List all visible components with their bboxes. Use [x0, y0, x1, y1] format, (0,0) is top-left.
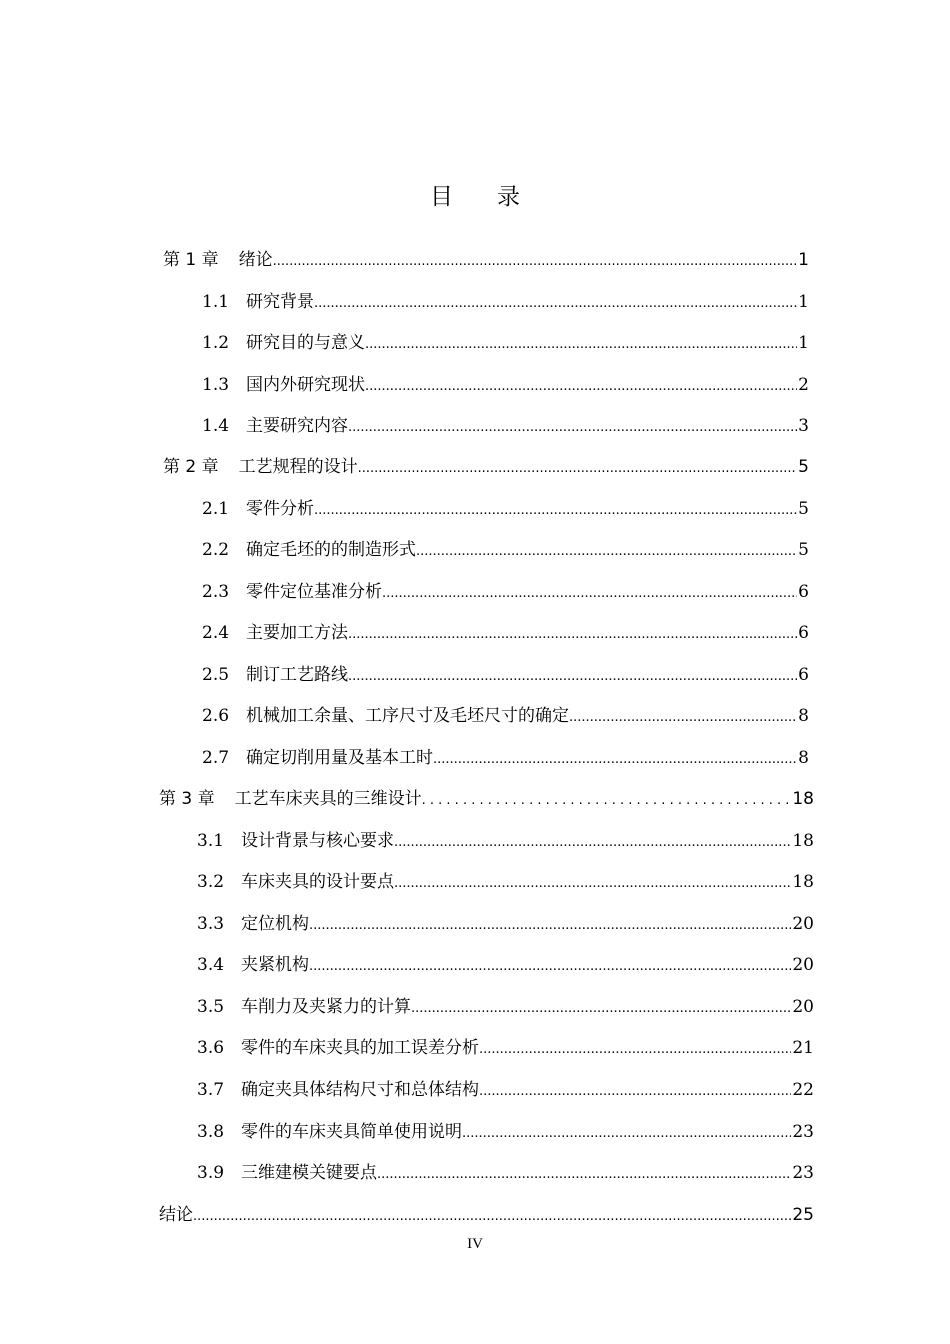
toc-label: 零件定位基准分析 — [246, 582, 382, 602]
toc-entry-chapter-2[interactable] — [163, 455, 809, 479]
toc-number: 第 3 章 — [159, 789, 215, 809]
dot-leader — [569, 706, 797, 730]
toc-label: 车削力及夹紧力的计算 — [241, 997, 411, 1017]
toc-page: 20 — [792, 997, 814, 1017]
toc-page: 5 — [798, 499, 809, 519]
toc-label: 结论 — [159, 1205, 193, 1225]
page-title — [0, 178, 950, 211]
toc-page: 5 — [798, 540, 809, 560]
toc-label: 机械加工余量、工序尺寸及毛坯尺寸的确定 — [246, 706, 569, 726]
toc-label: 绪论 — [238, 250, 273, 270]
toc-entry-1-4[interactable] — [202, 414, 809, 438]
toc-number: 3.1 — [197, 831, 225, 851]
toc-entry-2-6[interactable] — [202, 704, 809, 728]
toc-page: 1 — [798, 333, 809, 353]
toc-page: 20 — [792, 914, 814, 934]
toc-entry-3-5[interactable] — [197, 995, 814, 1019]
toc-entry-3-2[interactable] — [197, 870, 814, 894]
toc-entry-3-8[interactable] — [197, 1120, 814, 1144]
toc-entry-chapter-3[interactable] — [159, 787, 814, 811]
toc-label: 工艺车床夹具的三维设计 — [234, 789, 422, 809]
toc-label: 零件分析 — [246, 499, 314, 519]
toc-entry-2-5[interactable] — [202, 663, 809, 687]
toc-page: 23 — [792, 1163, 814, 1183]
toc-label: 研究背景 — [246, 292, 314, 312]
toc-number: 3.8 — [197, 1122, 225, 1142]
title-char-1: 目 — [430, 184, 453, 210]
toc-label: 零件的车床夹具简单使用说明 — [241, 1122, 462, 1142]
toc-entry-3-9[interactable] — [197, 1161, 814, 1185]
toc-page: 5 — [798, 457, 809, 477]
toc-page: 6 — [798, 665, 809, 685]
toc-number: 3.5 — [197, 997, 225, 1017]
toc-number: 1.4 — [202, 416, 230, 436]
toc-label: 三维建模关键要点 — [241, 1163, 377, 1183]
toc-entry-conclusion[interactable] — [159, 1203, 814, 1227]
toc-number: 第 2 章 — [163, 457, 219, 477]
toc-label: 主要研究内容 — [246, 416, 348, 436]
toc-number: 1.1 — [202, 292, 230, 312]
dot-leader — [416, 540, 797, 564]
toc-entry-2-4[interactable] — [202, 621, 809, 645]
toc-number: 3.2 — [197, 872, 225, 892]
toc-page: 21 — [792, 1038, 814, 1058]
title-char-2: 录 — [497, 184, 520, 210]
toc-page: 23 — [792, 1122, 814, 1142]
toc-entry-1-3[interactable] — [202, 373, 809, 397]
toc-entry-3-3[interactable] — [197, 912, 814, 936]
dot-leader — [433, 748, 797, 772]
toc-number: 2.4 — [202, 623, 230, 643]
toc-label: 确定毛坯的的制造形式 — [246, 540, 416, 560]
toc-number: 2.1 — [202, 499, 230, 519]
toc-label: 车床夹具的设计要点 — [241, 872, 394, 892]
toc-entry-2-2[interactable] — [202, 538, 809, 562]
toc-number: 2.6 — [202, 706, 230, 726]
toc-entry-1-1[interactable] — [202, 290, 809, 314]
dot-leader — [365, 375, 797, 399]
toc-number: 3.7 — [197, 1080, 225, 1100]
toc-label: 主要加工方法 — [246, 623, 348, 643]
dot-leader — [411, 997, 791, 1021]
toc-entry-3-4[interactable] — [197, 953, 814, 977]
toc-number: 1.2 — [202, 333, 230, 353]
toc-number: 1.3 — [202, 375, 230, 395]
toc-label: 工艺规程的设计 — [238, 457, 358, 477]
dot-leader — [358, 457, 798, 481]
dot-leader — [365, 333, 797, 357]
dot-leader — [309, 914, 791, 938]
toc-label: 确定切削用量及基本工时 — [246, 748, 433, 768]
toc-number: 3.3 — [197, 914, 225, 934]
dot-leader — [348, 416, 797, 440]
toc-label: 夹紧机构 — [241, 955, 309, 975]
toc-entry-1-2[interactable] — [202, 331, 809, 355]
toc-number: 2.5 — [202, 665, 230, 685]
page-number: IV — [467, 1236, 483, 1252]
dot-leader — [314, 499, 797, 523]
dot-leader — [273, 250, 798, 274]
toc-page: 1 — [798, 250, 809, 270]
toc-entry-3-7[interactable] — [197, 1078, 814, 1102]
toc-page: 6 — [798, 582, 809, 602]
toc-number: 2.3 — [202, 582, 230, 602]
toc-label: 设计背景与核心要求 — [241, 831, 394, 851]
toc-entry-2-7[interactable] — [202, 746, 809, 770]
toc-page: 25 — [792, 1205, 814, 1225]
toc-entry-3-6[interactable] — [197, 1036, 814, 1060]
toc-page: 18 — [792, 789, 814, 809]
dot-leader — [394, 872, 791, 896]
dot-leader — [479, 1080, 791, 1104]
toc-number: 2.7 — [202, 748, 230, 768]
dot-leader — [193, 1205, 791, 1229]
toc-page: 18 — [792, 831, 814, 851]
toc-page: 18 — [792, 872, 814, 892]
toc-label: 定位机构 — [241, 914, 309, 934]
toc-number: 2.2 — [202, 540, 230, 560]
toc-label: 制订工艺路线 — [246, 665, 348, 685]
toc-label: 零件的车床夹具的加工误差分析 — [241, 1038, 479, 1058]
toc-entry-2-3[interactable] — [202, 580, 809, 604]
toc-entry-chapter-1[interactable] — [163, 248, 809, 272]
toc-page: 3 — [798, 416, 809, 436]
toc-page: 1 — [798, 292, 809, 312]
toc-page: 22 — [792, 1080, 814, 1100]
toc-number: 第 1 章 — [163, 250, 219, 270]
toc-page: 2 — [798, 375, 809, 395]
dot-leader — [382, 582, 797, 606]
toc-page: 8 — [798, 748, 809, 768]
dot-leader — [394, 831, 791, 855]
dot-leader — [348, 665, 797, 689]
toc-number: 3.6 — [197, 1038, 225, 1058]
toc-entry-2-1[interactable] — [202, 497, 809, 521]
dot-leader — [479, 1038, 791, 1062]
dot-leader — [422, 789, 792, 813]
dot-leader — [462, 1122, 791, 1146]
toc-page: 20 — [792, 955, 814, 975]
dot-leader — [314, 292, 797, 316]
dot-leader — [309, 955, 791, 979]
toc-label: 确定夹具体结构尺寸和总体结构 — [241, 1080, 479, 1100]
toc-page: 6 — [798, 623, 809, 643]
toc-number: 3.4 — [197, 955, 225, 975]
toc-label: 国内外研究现状 — [246, 375, 365, 395]
toc-label: 研究目的与意义 — [246, 333, 365, 353]
toc-number: 3.9 — [197, 1163, 225, 1183]
toc-page: 8 — [798, 706, 809, 726]
toc-entry-3-1[interactable] — [197, 829, 814, 853]
dot-leader — [348, 623, 797, 647]
dot-leader — [377, 1163, 791, 1187]
